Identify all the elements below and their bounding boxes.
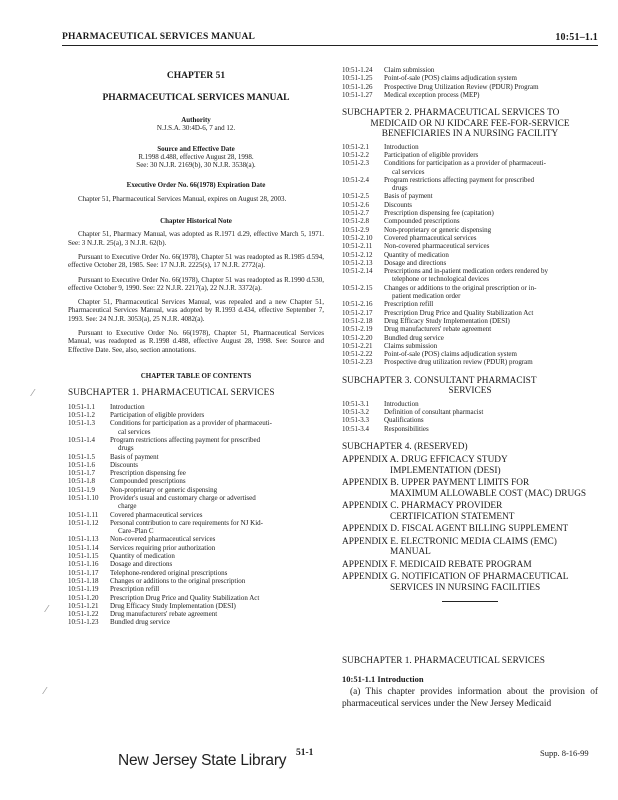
toc-section-title-text: Prescription refill [110,585,160,594]
toc-section-title [110,585,324,593]
toc-section-title [110,477,324,485]
toc-section-number: 10:51-2.3 [342,159,370,168]
toc-section-title-text: Drug manufacturers' rebate agreement [110,610,218,619]
authority-heading: Authority [181,116,211,124]
toc-entry [342,209,598,217]
toc-section-title [384,143,598,151]
toc-section-title [110,544,324,552]
toc-section-title [110,486,324,494]
toc-entry [68,602,324,610]
toc-section-title-text: Telephone-rendered original prescriptions [110,568,228,577]
toc-section-number: 10:51-3.2 [342,408,370,416]
toc-section-number: 10:51-2.10 [342,233,373,242]
toc-section-title [384,300,598,308]
subchapter-2-line-3: BENEFICIARIES IN A NURSING FACILITY [381,129,559,140]
toc-section-title [384,416,598,424]
toc-entry [68,610,324,618]
toc-section-title-text: Covered pharmaceutical services [110,510,203,519]
toc-section-number: 10:51-3.4 [342,424,370,433]
toc-section-number: 10:51-1.1 [68,402,96,411]
toc-section-number: 10:51-2.16 [342,300,373,309]
toc-entry [342,217,598,225]
toc-section-title-text: Drug Efficacy Study Implementation (DESI) [110,601,236,610]
history-paragraph: Pursuant to Executive Order No. 66(1978), Chapter 51, Pharmaceutical Services Manual, was readopted as R.1998 d.488, effective August 28, 1998. See: Source and Effective Date. See, also, section annotations. [68,329,324,354]
history-paragraph: Chapter 51, Pharmacy Manual, was adopted as R.1971 d.29, effective March 5, 1971. See: 3 N.J.R. 25(a), 3 N.J.R. 62(b). [68,230,324,247]
toc-entry [68,403,324,411]
toc-entry [68,544,324,552]
toc-section-title [384,259,598,267]
toc-section-number: 10:51-1.5 [68,452,96,461]
toc-section-title-text: Prescription dispensing fee (capitation) [384,209,494,218]
toc-section-title [110,610,324,618]
toc-section-title-text: Introduction [110,402,145,411]
toc-entry [68,552,324,560]
toc-entry [68,560,324,568]
toc-section-title-text: Medical exception process (MEP) [384,90,480,99]
toc-section-title [384,425,598,433]
toc-entry [342,342,598,350]
toc-section-title-text: Changes or additions to the original prescription [110,576,246,585]
toc-entry [68,419,324,436]
toc-section-title [110,569,324,577]
toc-entry [342,74,598,82]
toc-section-number: 10:51-1.27 [342,90,373,99]
subchapter-3-line-2: SERVICES [448,386,492,397]
toc-entry [342,325,598,333]
toc-section-number: 10:51-2.18 [342,316,373,325]
toc-section-title-continued: drugs [118,444,134,453]
toc-section-title [110,403,324,411]
library-stamp: New Jersey State Library [118,752,287,769]
margin-pencil-mark: ⁄ [46,604,48,615]
toc-section-number: 10:51-2.1 [342,142,370,151]
toc-section-title [384,342,598,350]
toc-section-number: 10:51-2.20 [342,333,373,342]
toc-entry [68,411,324,419]
toc-section-title-text: Discounts [110,460,138,469]
toc-entry [342,425,598,433]
toc-section-title-text: Changes or additions to the original prescription or in- [384,283,537,292]
toc-section-title-continued: patient medication order [392,292,461,301]
toc-section-title-continued: drugs [392,184,408,193]
toc-section-number: 10:51-2.13 [342,258,373,267]
divider-rule [442,601,498,602]
toc-section-number: 10:51-1.17 [68,568,99,577]
toc-section-title [110,560,324,568]
toc-section-title [384,201,598,209]
toc-section-title-text: Conditions for participation as a provider of pharmaceuti- [384,159,546,168]
toc-section-title-text: Compounded prescriptions [384,217,460,226]
toc-section-number: 10:51-1.9 [68,485,96,494]
toc-section-title-text: Point-of-sale (POS) claims adjudication system [384,74,517,83]
toc-entry [68,535,324,543]
toc-subchapter-2 [342,143,598,367]
subchapter-3-heading [342,376,598,397]
toc-section-number: 10:51-2.23 [342,358,373,367]
toc-subchapter-1 [68,403,324,627]
toc-entry [68,594,324,602]
toc-section-title [110,494,324,511]
toc-section-number: 10:51-1.2 [68,411,96,420]
margin-pencil-mark: ⁄ [32,388,34,399]
toc-section-number: 10:51-1.18 [68,576,99,585]
toc-section-title [110,519,324,536]
toc-section-title-text: Responsibilities [384,424,429,433]
right-column [342,66,598,710]
toc-section-title-text: Prescriptions and in-patient medication orders rendered by [384,267,549,276]
appendix-entry [342,501,598,522]
appendix-title: APPENDIX G. NOTIFICATION OF PHARMACEUTICAL [342,572,569,583]
toc-section-title-text: Covered pharmaceutical services [384,233,477,242]
section-1-1-text: (a) This chapter provides information about the provision of pharmaceutical services under the New Jersey Medicaid [342,687,598,709]
appendix-title: APPENDIX C. PHARMACY PROVIDER [342,501,503,512]
toc-entry [342,143,598,151]
toc-section-title [384,334,598,342]
toc-section-title [110,436,324,453]
toc-section-title-text: Basis of payment [384,192,433,201]
exec-order-heading: Executive Order No. 66(1978) Expiration Date [126,181,266,190]
appendix-title: APPENDIX D. FISCAL AGENT BILLING SUPPLEMENT [342,524,569,535]
toc-entry [68,453,324,461]
toc-section-title-text: Drug Efficacy Study Implementation (DESI) [384,316,510,325]
toc-section-title-text: Non-covered pharmaceutical services [384,242,490,251]
source-line-2: See: 30 N.J.R. 2169(b), 30 N.J.R. 3538(a). [136,161,256,170]
toc-section-title [110,461,324,469]
chapter-number: CHAPTER 51 [166,71,226,81]
page-number: 51-1 [296,748,314,758]
toc-section-title [384,192,598,200]
appendix-title: APPENDIX B. UPPER PAYMENT LIMITS FOR [342,478,530,489]
toc-section-title [384,74,598,82]
toc-entry [68,461,324,469]
subchapter-1-heading: SUBCHAPTER 1. PHARMACEUTICAL SERVICES [68,388,275,399]
toc-section-number: 10:51-1.3 [68,419,96,428]
toc-entry [342,300,598,308]
toc-section-title [110,577,324,585]
toc-section-title-text: Participation of eligible providers [384,150,479,159]
chapter-title: PHARMACEUTICAL SERVICES MANUAL [102,93,290,103]
appendix-title: APPENDIX F. MEDICAID REBATE PROGRAM [342,559,532,570]
subchapter-1-section-heading: SUBCHAPTER 1. PHARMACEUTICAL SERVICES [342,656,545,667]
toc-section-number: 10:51-1.25 [342,74,373,83]
appendix-title-continued: SERVICES IN NURSING FACILITIES [390,582,541,593]
toc-section-title-text: Non-covered pharmaceutical services [110,535,216,544]
toc-entry [342,408,598,416]
toc-section-title-text: Program restrictions affecting payment for prescribed [384,175,535,184]
toc-section-title-text: Qualifications [384,416,424,425]
left-column [68,66,324,627]
toc-section-title [384,317,598,325]
toc-section-title-text: Claims submission [384,341,438,350]
appendix-title: APPENDIX A. DRUG EFFICACY STUDY [342,455,508,466]
source-heading: Source and Effective Date [157,144,235,153]
toc-section-title-text: Prescription Drug Price and Quality Stabilization Act [384,308,534,317]
subchapter-4-heading: SUBCHAPTER 4. (RESERVED) [342,441,468,452]
toc-entry [342,91,598,99]
toc-entry [68,494,324,511]
toc-entry [68,569,324,577]
toc-section-title-text: Prescription Drug Price and Quality Stabilization Act [110,593,260,602]
toc-section-title-continued: cal services [392,167,425,176]
appendix-entry [342,572,598,593]
toc-section-title-continued: cal services [118,427,151,436]
subchapter-2-heading [342,108,598,140]
toc-section-title [110,411,324,419]
toc-section-title [384,267,598,284]
toc-section-title-text: Bundled drug service [110,618,170,627]
toc-entry [342,226,598,234]
toc-section-number: 10:51-2.17 [342,308,373,317]
header-section-number: 10:51–1.1 [555,32,598,43]
appendix-title-continued: CERTIFICATION STATEMENT [390,511,515,522]
toc-section-title-text: Provider's usual and customary charge or advertised [110,494,256,502]
appendix-title-continued: MAXIMUM ALLOWABLE COST (MAC) DRUGS [390,488,587,499]
toc-section-title-text: Program restrictions affecting payment for prescribed [110,435,261,444]
appendix-entry [342,560,598,571]
toc-section-number: 10:51-2.9 [342,225,370,234]
source-line-1: R.1998 d.488, effective August 28, 1998. [138,152,254,161]
toc-entry [342,358,598,366]
toc-section-title-text: Services requiring prior authorization [110,543,216,552]
toc-section-title [384,209,598,217]
toc-section-number: 10:51-1.22 [68,610,99,619]
subchapter-2-line-2: MEDICAID OR NJ KIDCARE FEE-FOR-SERVICE [370,118,570,129]
toc-section-number: 10:51-1.20 [68,593,99,602]
toc-section-title [110,618,324,626]
toc-section-number: 10:51-2.14 [342,267,373,276]
toc-section-title-continued: charge [118,502,137,511]
toc-entry [342,350,598,358]
history-notes [68,230,324,354]
subchapter-3-line-1: SUBCHAPTER 3. CONSULTANT PHARMACIST [342,375,537,386]
toc-section-title-text: Non-proprietary or generic dispensing [384,225,492,234]
toc-section-title [110,511,324,519]
toc-section-title [384,358,598,366]
toc-entry [68,477,324,485]
toc-entry [342,400,598,408]
toc-section-number: 10:51-1.14 [68,543,99,552]
toc-section-title-text: Basis of payment [110,452,159,461]
toc-entry [342,267,598,284]
toc-section-number: 10:51-1.15 [68,552,99,561]
toc-section-title-continued: telephone or technological devices [392,275,489,284]
toc-section-title [384,325,598,333]
toc-section-number: 10:51-1.24 [342,66,373,74]
toc-section-title [384,400,598,408]
toc-section-number: 10:51-2.11 [342,242,373,251]
toc-section-title [110,535,324,543]
toc-section-number: 10:51-2.5 [342,192,370,201]
toc-section-number: 10:51-1.10 [68,494,99,502]
toc-section-title-text: Bundled drug service [384,333,444,342]
toc-entry [342,151,598,159]
appendix-title-continued: IMPLEMENTATION (DESI) [390,465,501,476]
toc-entry [342,234,598,242]
toc-section-number: 10:51-2.4 [342,175,370,184]
appendix-title: APPENDIX E. ELECTRONIC MEDIA CLAIMS (EMC) [342,536,557,547]
toc-section-number: 10:51-1.12 [68,518,99,527]
toc-entry [342,309,598,317]
running-header [62,32,598,46]
toc-entry [342,66,598,74]
toc-section-title-text: Non-proprietary or generic dispensing [110,485,218,494]
toc-section-number: 10:51-1.13 [68,535,99,544]
history-paragraph: Pursuant to Executive Order No. 66(1978), Chapter 51 was readopted as R.1985 d.594, effective October 28, 1985. See: 17 N.J.R. 2225(s), 17 N.J.R. 2772(a). [68,252,324,270]
toc-section-title [384,350,598,358]
toc-section-number: 10:51-2.22 [342,350,373,359]
toc-section-title [384,284,598,301]
toc-entry [342,259,598,267]
toc-section-title-text: Claim submission [384,66,435,74]
toc-section-title [384,91,598,99]
toc-heading: CHAPTER TABLE OF CONTENTS [140,371,252,380]
toc-section-title-text: Dosage and directions [384,258,447,267]
toc-section-title-text: Quantity of medication [384,250,449,259]
toc-section-title [110,552,324,560]
toc-section-title-text: Point-of-sale (POS) claims adjudication system [384,350,517,359]
toc-section-title [384,226,598,234]
toc-section-number: 10:51-2.15 [342,283,373,292]
toc-entry [68,469,324,477]
toc-entry [342,284,598,301]
toc-entry [68,585,324,593]
authority-text: N.J.S.A. 30:4D-6, 7 and 12. [156,124,236,133]
toc-section-title-text: Discounts [384,200,412,209]
toc-section-number: 10:51-1.7 [68,469,96,478]
toc-section-number: 10:51-1.6 [68,460,96,469]
exec-order-text: Chapter 51, Pharmaceutical Services Manual, expires on August 28, 2003. [78,194,287,203]
toc-section-title-text: Definition of consultant pharmacist [384,408,484,416]
toc-section-number: 10:51-1.11 [68,510,99,519]
toc-subchapter-3 [342,400,598,433]
toc-section-title [384,66,598,74]
toc-section-title-text: Quantity of medication [110,552,175,561]
toc-entry [342,242,598,250]
toc-section-number: 10:51-1.8 [68,477,96,486]
toc-section-title [384,309,598,317]
appendix-title-continued: MANUAL [390,547,431,558]
margin-pencil-mark: ⁄ [44,686,46,697]
toc-section-title-continued: Care–Plan C [118,527,154,536]
toc-entry [342,251,598,259]
toc-section-title [110,453,324,461]
toc-entry [68,511,324,519]
appendix-list [342,455,598,593]
toc-entry [342,317,598,325]
toc-section-title [110,594,324,602]
toc-section-number: 10:51-2.7 [342,209,370,218]
toc-section-title [384,176,598,193]
toc-entry [68,577,324,585]
toc-section-title-text: Prospective Drug Utilization Review (PDUR) Program [384,82,539,91]
toc-section-number: 10:51-1.16 [68,560,99,569]
toc-entry [68,618,324,626]
toc-section-number: 10:51-1.26 [342,82,373,91]
appendix-entry [342,537,598,558]
toc-entry [68,519,324,536]
toc-section-number: 10:51-1.21 [68,601,99,610]
toc-section-number: 10:51-3.3 [342,416,370,425]
toc-section-title-text: Introduction [384,142,419,151]
toc-section-title-text: Prospective drug utilization review (PDUR) program [384,358,533,367]
toc-entry [342,416,598,424]
toc-section-title-text: Prescription dispensing fee [110,469,186,478]
toc-entry [342,176,598,193]
toc-subchapter-1-continued [342,66,598,99]
toc-section-title-text: Dosage and directions [110,560,173,569]
toc-section-number: 10:51-1.4 [68,435,96,444]
toc-entry [342,83,598,91]
subchapter-2-line-1: SUBCHAPTER 2. PHARMACEUTICAL SERVICES TO [342,108,560,119]
toc-section-title [384,408,598,416]
toc-section-number: 10:51-2.19 [342,325,373,334]
toc-entry [342,201,598,209]
appendix-entry [342,455,598,476]
toc-entry [68,486,324,494]
section-1-1-heading: 10:51-1.1 Introduction [342,673,424,684]
toc-section-title-text: Compounded prescriptions [110,477,186,486]
toc-section-number: 10:51-2.8 [342,217,370,226]
toc-section-number: 10:51-1.23 [68,618,99,627]
toc-section-title [384,83,598,91]
appendix-entry [342,524,598,535]
toc-section-title-text: Prescription refill [384,300,434,309]
toc-section-title-text: Introduction [384,399,419,408]
toc-section-title [384,151,598,159]
toc-section-title [384,242,598,250]
supplement-date: Supp. 8-16-99 [540,748,589,758]
toc-section-number: 10:51-3.1 [342,399,370,408]
toc-entry [342,192,598,200]
toc-section-title [384,251,598,259]
toc-section-title [384,159,598,176]
toc-section-title-text: Conditions for participation as a provider of pharmaceuti- [110,419,272,428]
toc-section-title-text: Participation of eligible providers [110,411,205,420]
toc-section-number: 10:51-2.12 [342,250,373,259]
header-manual-title: PHARMACEUTICAL SERVICES MANUAL [62,32,256,42]
toc-entry [342,334,598,342]
toc-section-number: 10:51-1.19 [68,585,99,594]
toc-section-title-text: Drug manufacturers' rebate agreement [384,325,492,334]
toc-section-title [110,469,324,477]
toc-section-title [110,602,324,610]
toc-section-title [110,419,324,436]
history-paragraph: Chapter 51, Pharmaceutical Services Manual, was repealed and a new Chapter 51, Pharmaceutical Services Manual, was adopted by R.1993 d.434, effective September 7, 1993. See: 24 N.J.R. 3053(a), 25 N.J.R. 4082(a). [68,298,324,323]
toc-section-number: 10:51-2.2 [342,150,370,159]
toc-section-title [384,217,598,225]
history-paragraph: Pursuant to Executive Order No. 66(1978), Chapter 51 was readopted as R.1990 d.530, effective October 9, 1990. See: 22 N.J.R. 2217(a), 22 N.J.R. 3372(a). [68,275,324,292]
toc-section-title [384,234,598,242]
appendix-entry [342,478,598,499]
toc-section-title-text: Personal contribution to care requirements for NJ Kid- [110,518,263,527]
history-heading: Chapter Historical Note [160,217,232,226]
toc-section-number: 10:51-2.21 [342,341,373,350]
toc-section-number: 10:51-2.6 [342,200,370,209]
toc-entry [342,159,598,176]
toc-entry [68,436,324,453]
